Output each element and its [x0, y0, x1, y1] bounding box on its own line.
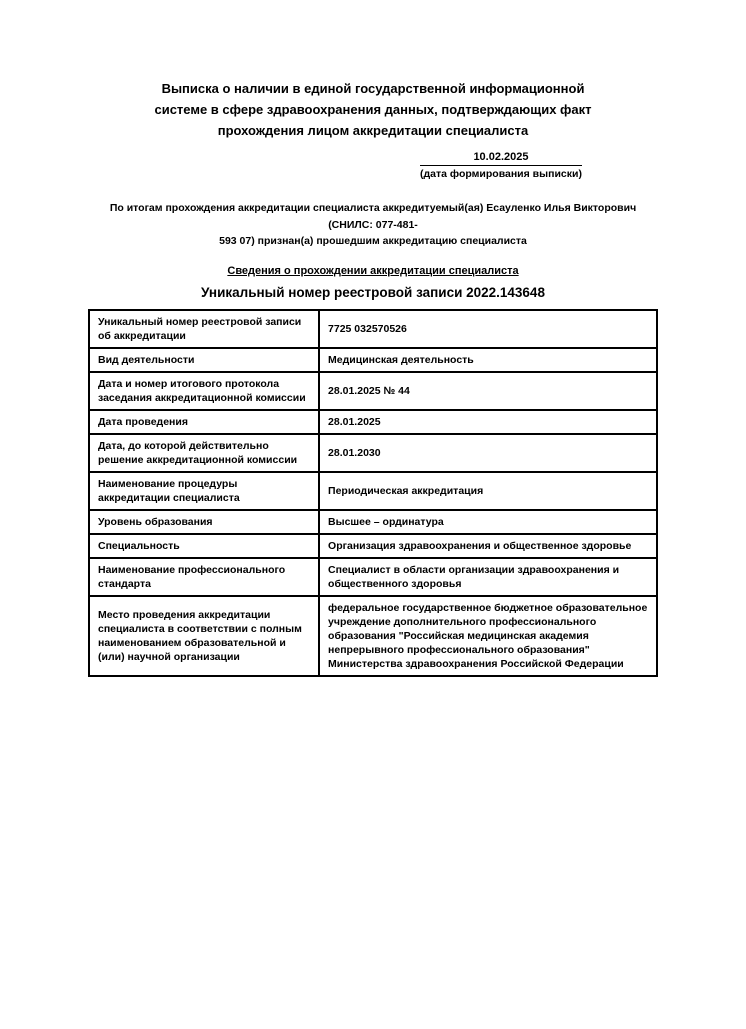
field-label: Специальность	[89, 534, 319, 558]
extract-date-caption: (дата формирования выписки)	[420, 165, 582, 180]
document-title	[88, 78, 658, 141]
table-row	[89, 348, 657, 372]
section-heading: Сведения о прохождении аккредитации специалиста	[227, 264, 519, 277]
table-row	[89, 310, 657, 348]
field-label: Дата и номер итогового протокола заседания аккредитационной комиссии	[89, 372, 319, 410]
document-title-line: системе в сфере здравоохранения данных, подтверждающих факт	[154, 102, 592, 117]
field-label: Место проведения аккредитации специалиста в соответствии с полным наименованием образовательной и (или) научной организации	[89, 596, 319, 676]
accreditation-summary-line: По итогам прохождения аккредитации специалиста аккредитуемый(ая) Есауленко Илья Викторович (СНИЛС: 077-481-	[109, 202, 637, 231]
field-label: Наименование процедуры аккредитации специалиста	[89, 472, 319, 510]
table-row	[89, 372, 657, 410]
table-row	[89, 510, 657, 534]
table-row	[89, 534, 657, 558]
field-label: Уникальный номер реестровой записи об аккредитации	[89, 310, 319, 348]
field-value: Высшее – ординатура	[319, 510, 657, 534]
accreditation-summary	[88, 200, 658, 250]
field-value: 28.01.2030	[319, 434, 657, 472]
field-label: Дата, до которой действительно решение аккредитационной комиссии	[89, 434, 319, 472]
field-value: Организация здравоохранения и общественное здоровье	[319, 534, 657, 558]
accreditation-details-table	[88, 309, 658, 677]
table-row	[89, 434, 657, 472]
field-value: Периодическая аккредитация	[319, 472, 657, 510]
field-label: Вид деятельности	[89, 348, 319, 372]
field-value: 7725 032570526	[319, 310, 657, 348]
table-row	[89, 558, 657, 596]
field-value: 28.01.2025	[319, 410, 657, 434]
field-value: Специалист в области организации здравоохранения и общественного здоровья	[319, 558, 657, 596]
field-label: Дата проведения	[89, 410, 319, 434]
document-title-line: прохождения лицом аккредитации специалиста	[217, 123, 529, 138]
field-value: Медицинская деятельность	[319, 348, 657, 372]
registry-number-heading: Уникальный номер реестровой записи 2022.143648	[201, 284, 545, 300]
document-title-line: Выписка о наличии в единой государственной информационной	[161, 81, 585, 96]
table-row	[89, 472, 657, 510]
extract-date-block	[420, 151, 582, 180]
field-label: Наименование профессионального стандарта	[89, 558, 319, 596]
extract-date: 10.02.2025	[473, 151, 529, 163]
field-label: Уровень образования	[89, 510, 319, 534]
table-row	[89, 410, 657, 434]
document-content	[88, 0, 658, 677]
accreditation-summary-line: 593 07) признан(а) прошедшим аккредитацию специалиста	[219, 235, 527, 247]
field-value: федеральное государственное бюджетное образовательное учреждение дополнительного профессионального образования "Российская медицинская академия непрерывного профессионального образования" Министерства здравоохранения Российской Федерации	[319, 596, 657, 676]
table-row	[89, 596, 657, 676]
field-value: 28.01.2025 № 44	[319, 372, 657, 410]
